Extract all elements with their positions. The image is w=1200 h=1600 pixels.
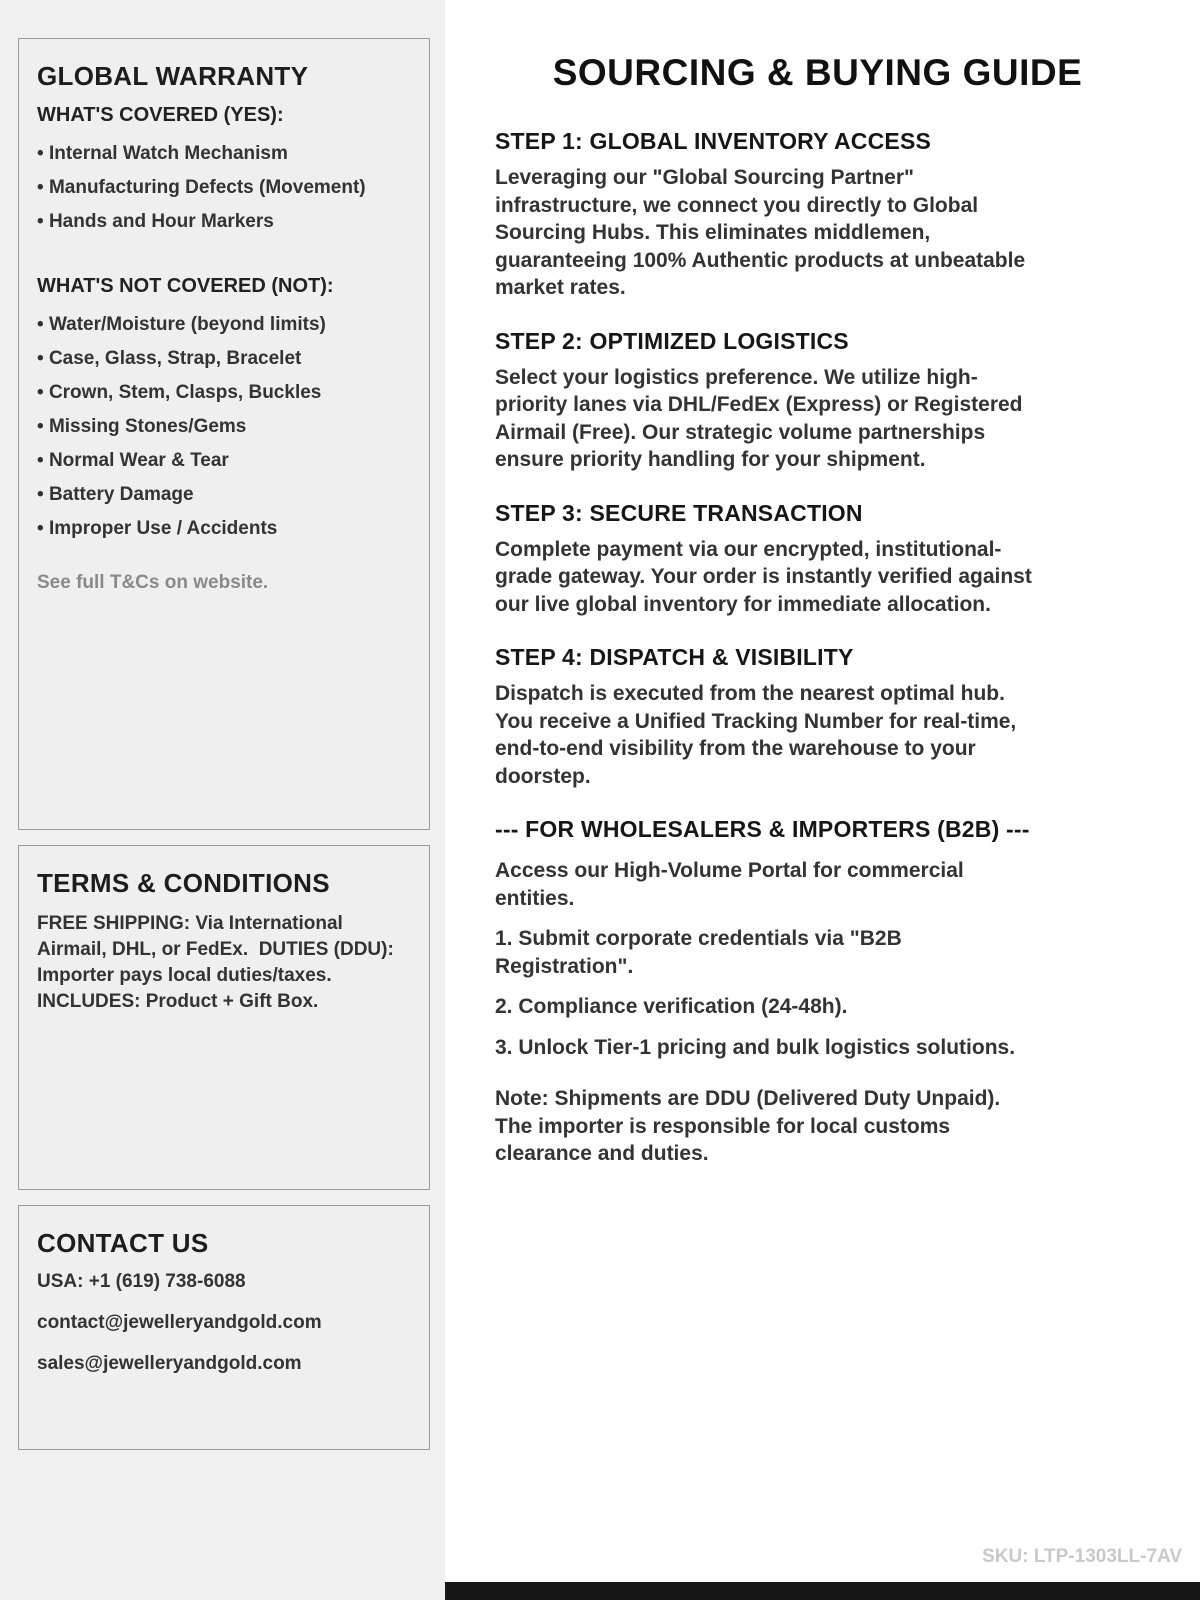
- step-1-section: [495, 128, 1140, 302]
- warranty-footnote: See full T&Cs on website.: [37, 572, 269, 593]
- b2b-note: Note: Shipments are DDU (Delivered Duty Unpaid). The importer is responsible for local customs clearance and duties.: [495, 1087, 1001, 1165]
- b2b-heading: --- FOR WHOLESALERS & IMPORTERS (B2B) ---: [495, 816, 1030, 842]
- contact-email-sales: sales@jewelleryandgold.com: [37, 1353, 302, 1374]
- list-item: • Battery Damage: [37, 478, 411, 512]
- contact-email-primary: contact@jewelleryandgold.com: [37, 1312, 322, 1333]
- sidebar: [0, 0, 445, 1600]
- list-item: • Internal Watch Mechanism: [37, 137, 411, 171]
- warranty-title: GLOBAL WARRANTY: [37, 61, 309, 91]
- contact-title: CONTACT US: [37, 1228, 209, 1258]
- terms-title: TERMS & CONDITIONS: [37, 868, 330, 898]
- list-item: • Case, Glass, Strap, Bracelet: [37, 342, 411, 376]
- main-content: [445, 0, 1200, 1600]
- b2b-item: 1. Submit corporate credentials via "B2B Registration".: [495, 927, 902, 978]
- b2b-section: [495, 816, 1140, 1168]
- covered-list: [37, 137, 411, 239]
- step-4-heading: STEP 4: DISPATCH & VISIBILITY: [495, 644, 854, 670]
- covered-heading: WHAT'S COVERED (YES):: [37, 104, 284, 126]
- step-2-heading: STEP 2: OPTIMIZED LOGISTICS: [495, 327, 849, 354]
- list-item: • Improper Use / Accidents: [37, 512, 411, 546]
- page-title: SOURCING & BUYING GUIDE: [552, 52, 1083, 93]
- step-4-body: Dispatch is executed from the nearest optimal hub. You receive a Unified Tracking Number for real-time, end-to-end visibility from the warehouse to your doorstep.: [495, 682, 1017, 788]
- not-covered-heading: WHAT'S NOT COVERED (NOT):: [37, 275, 334, 297]
- list-item: • Missing Stones/Gems: [37, 410, 411, 444]
- contact-phone: USA: +1 (619) 738-6088: [37, 1271, 246, 1292]
- warranty-box: [18, 38, 430, 830]
- list-item: • Normal Wear & Tear: [37, 444, 411, 478]
- not-covered-list: [37, 308, 411, 546]
- step-2-section: [495, 328, 1140, 474]
- step-1-heading: STEP 1: GLOBAL INVENTORY ACCESS: [495, 128, 932, 154]
- step-3-section: [495, 500, 1140, 619]
- b2b-intro: Access our High-Volume Portal for commercial entities.: [495, 859, 964, 910]
- step-4-section: [495, 644, 1140, 790]
- bottom-bar: [445, 1582, 1200, 1600]
- list-item: • Crown, Stem, Clasps, Buckles: [37, 376, 411, 410]
- step-2-body: Select your logistics preference. We utilize high-priority lanes via DHL/FedEx (Express) or Registered Airmail (Free). Our strategic volume partnerships ensure priority handling for your shipment.: [495, 365, 1023, 471]
- list-item: • Manufacturing Defects (Movement): [37, 171, 411, 205]
- sku-label: SKU: LTP-1303LL-7AV: [982, 1546, 1182, 1567]
- b2b-item: 2. Compliance verification (24-48h).: [495, 995, 848, 1018]
- list-item: • Hands and Hour Markers: [37, 205, 411, 239]
- step-3-body: Complete payment via our encrypted, institutional-grade gateway. Your order is instantly verified against our live global inventory for immediate allocation.: [495, 537, 1032, 616]
- b2b-item: 3. Unlock Tier-1 pricing and bulk logistics solutions.: [495, 1035, 1016, 1059]
- step-1-body: Leveraging our "Global Sourcing Partner" infrastructure, we connect you directly to Global Sourcing Hubs. This eliminates middlemen, guaranteeing 100% Authentic products at unbeatable market rates.: [495, 166, 1026, 299]
- list-item: • Water/Moisture (beyond limits): [37, 308, 411, 342]
- terms-box: [18, 845, 430, 1190]
- step-3-heading: STEP 3: SECURE TRANSACTION: [495, 499, 863, 526]
- contact-box: [18, 1205, 430, 1450]
- terms-body: FREE SHIPPING: Via International Airmail, DHL, or FedEx. DUTIES (DDU): Importer pays local duties/taxes. INCLUDES: Product + Gift Box.: [37, 913, 400, 1012]
